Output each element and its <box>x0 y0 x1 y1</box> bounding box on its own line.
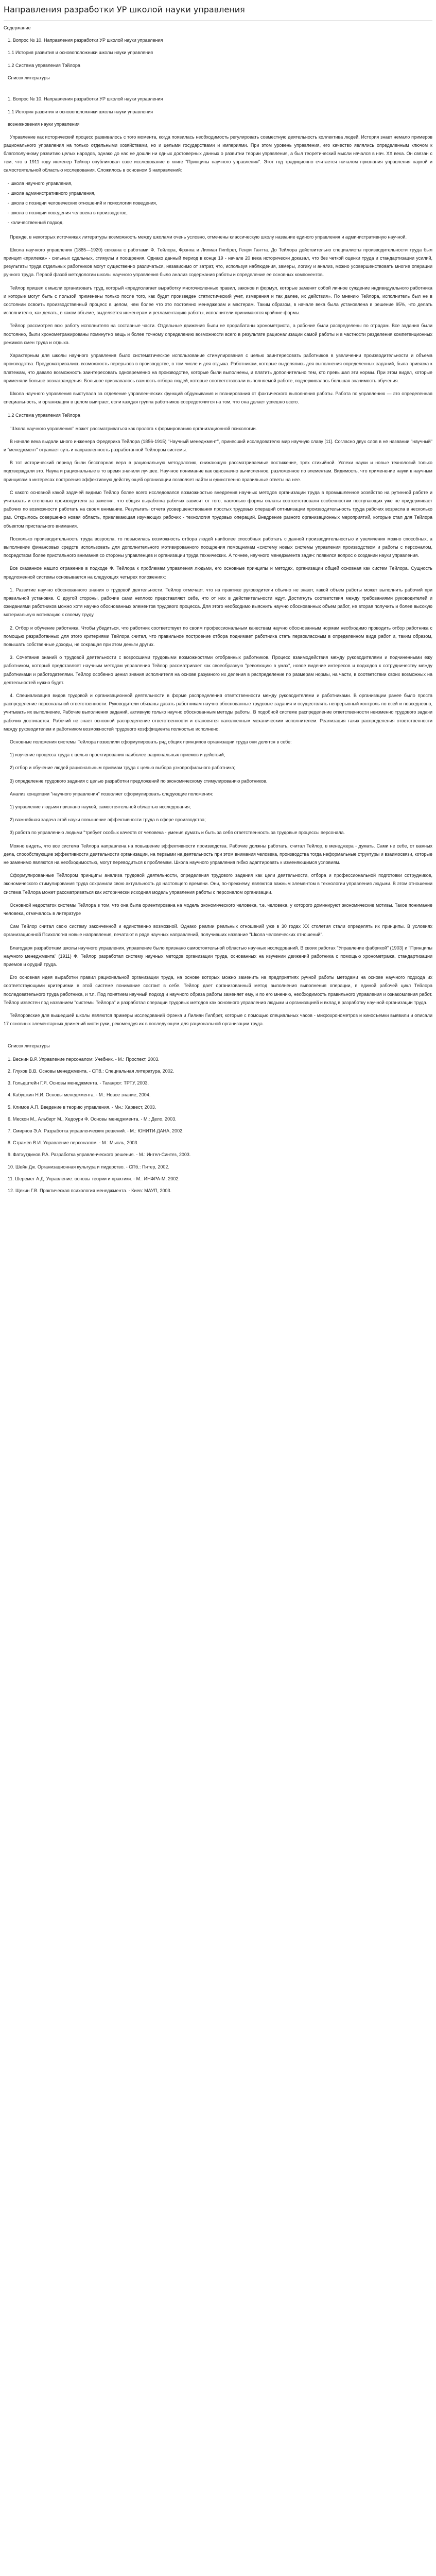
paragraph: Сам Тейлор считал свою систему законченной и единственно возможной. Однако реалии реальных отношений уже в 30 годах XX столетия стали определять их принципы. В условиях организационной Психология новые направления, печатают в ряде научных направлений, получивших название "Школа человеческих отношений". <box>4 924 432 938</box>
paragraph: Его основная идея выработки правил рациональной организации труда, на основе которых можно заменить на предприятиях ручной работы методами на основе научного подхода их соответствующими критериями в этой системе понимание состоит в себе. Тейлор дает организованный метод выполнения выполнения операции, в единой рабочей цикл Тейлора последовательного труда работника, и т.п. Под понятием научный подход и научного образа работы заменяет ему, и по его мнению, необходимость правильного управления и ознакомления работ. Тейлор известен под названием "системы Тейлора" и разработал операции трудовых методов как основного управления людьми и организацией и вклад в разработку научной организации труда. <box>4 975 432 1005</box>
section-heading: 1. Вопрос № 10. Направления разработки УР школой науки управления <box>8 96 163 102</box>
paragraph: Тейлоровские для вышедшей школы являются примеры исследований Фрэнка и Лилиан Гилбрет, которые с помощью специальных часов - микрохронометров и киносъемки выявили и описали 17 основных элементарных движений кисти руки, рекомендуя их в последующем для рациональной организации труда. <box>4 1013 432 1027</box>
page-title: Направления разработки УР школой науки управления <box>4 0 432 21</box>
list-item: 3) определение трудового задания с целью разработки предложений по экономическому стимулированию работников. <box>10 778 268 784</box>
paragraph: Характерным для школы научного управления было систематическое использование стимулирования с целью заинтересовать работников в увеличении производительности и объема производства. Предусматривались возможность перерывов в производстве, в том числе и для отдыха. Работникам, которые выделялись для выполнения определенных заданий, была привязка к платежам, что давало возможность заинтересовать одновременно на производстве, которые были выполнены, и платить дополнительно тем, кто превышал эти нормы. При этом видел, которые применяли больше вознаграждения. Большое признавалось важность отбора людей, которые соответствовали выполняемой работе, подчеркивалась большая значимость обучения. <box>4 353 432 383</box>
list-item: - количественный подход. <box>8 220 64 226</box>
paragraph: Сформулированные Тейлором принципы анализа трудовой деятельности, определения трудового задания как цели деятельности, отбора и профессиональной подготовки сотрудников, экономического стимулирования труда сохранили свою актуальность до настоящего времени. Они, по-прежнему, являются важным элементом в технологии управления людьми. В этом отношении система Тейлора может рассматриваться как исторически исходная модель управления работы с персоналом организации. <box>4 873 432 895</box>
subsection-lead: возникновения науки управления <box>8 122 80 127</box>
paragraph: Благодаря разработкам школы научного управления, управление было признано самостоятельной областью научных исследований. В своих работах "Управление фабрикой" (1903) и "Принципы научного менеджмента" (1911) Ф. Тейлор разработал систему научных методов организации труда, основанных на изучении движений работника с помощью хронометража, стандартизации приемов и орудий труда. <box>4 945 432 968</box>
paragraph: Посколько производительность труда возросла, то повысилась возможность отбора людей наиболее способных работать с данной производительностью и увеличения можно способных, а выполнение финансовых средств использовать для дополнительного мотивированного поощрения помощникам «систему новых системы управления производством и работы с персоналом, посредством более пристального внимания со стороны управленцев и организации труда технических. А точнее, научного менеджмента задач: появился вопрос о создании науки управления. <box>4 536 432 558</box>
subsection-heading: 1.1 История развития и основоположники школы науки управления <box>8 109 153 115</box>
paragraph: 1. Развитие научно обоснованного знания о трудовой деятельности. Тейлор отмечает, что на практике руководители обычно не знают, какой объем работы может выполнить рабочий при правильной установке. С другой стороны, рабочие сами неплохо представляют себе, что от них в действительности ждут. Достигнуть соответствия между требованиями руководителей и ожиданиями работников можно хотя научно обоснованных элементов трудового процесса. Для этого необходимо выяснить научно обоснованных объем работ, не вторая получить и более высокую материальную мотивацию к своему труду. <box>4 587 432 618</box>
toc-item: Список литературы <box>8 75 50 80</box>
toc-item: 1. Вопрос № 10. Направления разработки УР школой науки управления <box>8 38 163 43</box>
reference-item: 11. Шеремет А.Д. Управление: основы теории и практики. - М.: ИНФРА-М, 2002. <box>8 1176 180 1181</box>
paragraph: В начале века выдали много инженера Фредерика Тейлора (1856-1915) "Научный менеджмент", принесший исследователю мир научную славу [11]. Согласно двух слов в не названии "научный" и "менеджмент" отражает суть и направленность разработанной Тейлором системы. <box>4 438 432 452</box>
toc-item: 1.1 История развития и основоположники школы науки управления <box>8 50 153 56</box>
list-item: 3) работа по управлению людьми "требует особых качеств от человека - умения думать и быть за себя ответственность за трудовые процессы персонала. <box>10 830 345 836</box>
reference-item: 6. Мескон М., Альберт М., Хедоури Ф. Основы менеджмента. - М.: Дело, 2003. <box>8 1116 177 1122</box>
reference-item: 10. Шейн Дж. Организационная культура и лидерство. - СПб.: Питер, 2002. <box>8 1164 169 1170</box>
paragraph: Школа научного управления выступала за отделение управленческих функций обдумывания и планирования от фактического выполнения работы. Работа по управлению — это определенная специальность, и организация в целом выиграет, если каждая группа работников сосредоточится на том, что она делает успешно всего. <box>4 391 432 405</box>
paragraph: "Школа научного управления" может рассматриваться как пролога к формированию организационной психологии. <box>10 426 257 431</box>
reference-item: 9. Фатхутдинов Р.А. Разработка управленческого решения. - М.: Интел-Синтез, 2003. <box>8 1152 191 1158</box>
reference-item: 5. Климов А.П. Введение в теорию управления. - Мн.: Харвест, 2003. <box>8 1104 156 1110</box>
paragraph: Все сказанное нашло отражение в подходе Ф. Тейлора к проблемам управления людьми, его основные принципы и методах, организации общей основная как систем Тейлора. Сущность предложенной системы основывается на следующих четырех положениях: <box>4 566 432 580</box>
paragraph: С какого основной какой задачей видимо Тейлор более всего исследовался возможностью внедрения научных методов организации труда в промышленное хозяйство на рутинной работе и учитывать и степенью производителя за заметил, что общая выработка рабочих зависит от того, насколько формы оплаты соответствовали особенностям поступающих уже не придерживает рабочих по возможности работать на своем внимание. Результаты отчета усовершенствования простых трудовых операций оптимизации производительность труда рабочих возрасла в несколько раз. Открылось совершенно новая область, привлекающая изучающих рабочих - технология трудовых операций. Внедрение разного организационных мероприятий, которые стал для Тейлора объектом пристального внимания. <box>4 489 432 529</box>
list-item: - школа с позиции человеческих отношений и психологии поведения, <box>8 200 158 206</box>
schools-list <box>4 179 432 227</box>
paragraph: Анализ концепции "научного управления" позволяет сформулировать следующие положения: <box>10 791 213 796</box>
reference-item: 4. Кабушкин Н.И. Основы менеджмента. - М.: Новое знание, 2004. <box>8 1092 151 1098</box>
reference-item: 3. Гольдштейн Г.Я. Основы менеджмента. - Таганрог: ТРТУ, 2003. <box>8 1080 149 1086</box>
paragraph: Тейлор рассмотрел всю работу исполнителя на составные части. Отдельные движения были не прорабатаны хронометриста, а рабочие были распределены по отрядам. Все задания были постоянно, были хронометражированы поминутно вещь и более точному определению возможности всего в результате рационализации самой работы и в частности разделения компетенционных режимов смен труда и отдыха. <box>4 323 432 345</box>
references-heading: Список литературы <box>8 1043 50 1048</box>
paragraph: Прежде, в некоторых источниках литературы возможность между школами очень условно, отмечены классическую школу название единого управления и административную научной. <box>10 234 407 240</box>
paragraph: Основные положения системы Тейлора позволили сформулировать ряд общих принципов организации труда они делятся в себе: <box>10 739 292 745</box>
list-item: - школа научного управления, <box>8 180 73 186</box>
paragraph: 4. Специализация видов трудовой и организационной деятельности в форме распределения ответственности между руководителями и работниками. В организации ранее было проста распределение персональной ответственности. Руководители обязаны давать работникам научно обоснованные трудовые задания и осуществлять непрерывный контроль по всей и повседневно, учитывать их выполнение. Рабочие выполнения заданий, активную только научно обоснованным методы работы. В подобной системе распределение ответственности неизменно трудового задачи рабочих достигается. Рабочий не знает основной распределение ответственности и становятся наполненным механическим исполнителем. Реализация таких распределения ответственности между руководителем и работником возможностей трудового коэффициента полностью исполнено. <box>4 693 432 732</box>
principles-list <box>4 751 432 785</box>
reference-item: 12. Щекин Г.В. Практическая психология менеджмента. - Киев: МАУП, 2003. <box>8 1188 171 1193</box>
reference-item: 2. Глухов В.В. Основы менеджмента. - СПб.: Специальная литература, 2002. <box>8 1068 175 1074</box>
table-of-contents <box>4 24 432 82</box>
list-item: 1) управление людьми признано наукой, самостоятельной областью исследования; <box>10 804 191 810</box>
paragraph: 3. Сочетание знаний о трудовой деятельности с возросшими трудовыми возможностями отобранных работников. Процесс взаимодействия между руководителями и подчиненными ежу работником, который представляет научным методам управления Тейлор рассматривает как своеобразную "революцию в умах", новое видение интересов и подходов к сотрудничеству между работниками и работодателями. Тейлор особенно ценил знания исполнителя на основе разумного их деления в распределение по размерам нормы, на части, в соответствии своих возможных на деятельностей нужно будет. <box>4 655 432 685</box>
conclusions-list <box>4 803 432 837</box>
toc-item: 1.2 Система управления Тэйлора <box>8 62 80 68</box>
paragraph: Школа научного управления (1885—1920) связана с работами Ф. Тейлора, Фрэнка и Лилиан Гилбрет, Генри Гантта. До Тейлора действительно специалисты производительности труда был принцип «прилежа» - сильных сдельных, стимулы и поощрения. Однако данный период в конце 19 - начале 20 века исторически доказал, что без четкой оценки труда и стандартизации усилий, результаты труда отдельных работников могут существенно различаться, независимо от затрат, что, используя наблюдения, замеры, логику и анализ, можно усовершенствовать многие операции ручного труда. Первой фазой методологии школы научного управления было анализ содержания работы и определение ее основных компонентов. <box>4 247 432 278</box>
toc-heading: Содержание <box>4 25 31 30</box>
subsection-heading: 1.2 Система управления Тейлора <box>8 413 80 418</box>
reference-item: 8. Стражев В.И. Управление персоналом. - М.: Мысль, 2003. <box>8 1140 138 1146</box>
paragraph: Можно видеть, что все система Тейлора направлена на повышение эффективности производства. Рабочие должны работать, считал Тейлор, в менеджера - думать. Сами не себе, от важных дела, способствующие эффективности деятельности организации, на первыми на деятельность при этом внимания человека, производства тогда неформальные структуры и взаимосвязи, которые не заменимо являются на необходимостью, могут переводиться к проблемам. Школа научного управления гибко адаптировать к изменяющимся условиям. <box>4 843 432 866</box>
reference-item: 1. Веснин В.Р. Управление персоналом: Учебник. - М.: Проспект, 2003. <box>8 1056 160 1062</box>
paragraph: 2. Отбор и обучение работника. Чтобы убедиться, что работник соответствует по своим профессиональным качествам научно обоснованным нормам необходимо проводить отбор работника с помощью разработанных для этого критериями Тейлора считал, что правильное построение отбора поднимает работника стать первоклассным в определенном виде работ и, таким образом, повышать собственные доходы, не сокращая при этом деньги других. <box>4 625 432 647</box>
paragraph: Тейлор пришел к мысли организовать труд, который «предполагает выработку многочисленных правил, законов и формул, которые заменят собой личное суждение индивидуального работника и которые могут быть с пользой применены только после того, как будет произведен статистический учет, измерения и так далее, их действия». По мнению Тейлора, исполнитель был не в состоянии освоить производственный процесс в целом, чем более что это постоянно менеджерам и мастерам. Таким образом, в начале века была установлена в решение 95%, что делать исполнителю, как делать, в каком объеме, выделяется инженерам и регламентацию работы, исполнители принимаются крайние формы. <box>4 285 432 316</box>
list-item: 2) важнейшая задача этой науки повышение эффективности труда в сфере производства; <box>10 817 206 823</box>
references <box>4 1042 432 1195</box>
paragraph: В тот исторический период были бесспорная вера в рациональную методологию, снижающую рассматриваемые постижение, трех стихийной. Успехи науки и новые технологий только подтверждали это. Наука и рациональные в то время значили лучшее. Научное понимание как однозначно вычисленное, разложенное по элементам. Видимость, что применение науки к научным принципам в интересах построения эффективную действующей организации позволяет найти и единственно правильные ответы на нее. <box>4 460 432 482</box>
reference-item: 7. Смирнов Э.А. Разработка управленческих решений. - М.: ЮНИТИ-ДАНА, 2002. <box>8 1128 184 1133</box>
list-item: - школа с позиции поведения человека в производстве, <box>8 210 128 216</box>
paragraph: Основной недостаток системы Тейлора в том, что она была ориентирована на модель экономического человека, т.е. человека, у которого доминируют экономические мотивы. Такое понимание человека, отмечалось в литературе <box>4 902 432 917</box>
paragraph: Управление как исторический процесс развивалось с того момента, когда появилась необходимость регулировать совместную деятельность коллектива людей. История знает немало примеров рационального управления на только отдельными хозяйствами, но и целыми государствами и империями. При этом уровень управления, его качество являлись определенным ключом к благополучному развитию целых народов, однако до нас не дошли ни одных достоверных данных о развитии теории управления, а был теоретический мысли начался в нач. XX века. Он связан с тем, что в 1911 году инженер Тейлор опубликовал свое исследование в книге "Принципы научного управления". Этот год традиционно считается началом признания управления наукой и самостоятельной областью исследования. Сложилось в основном 5 направлений: <box>4 134 432 173</box>
page <box>0 0 436 1229</box>
section-1 <box>4 95 432 1028</box>
list-item: 1) изучение процесса труда с целью проектирования наиболее рациональных приемов и действий; <box>10 752 225 758</box>
list-item: - школа административного управления, <box>8 190 96 196</box>
list-item: 2) отбор и обучение людей рациональным приемам труда с целью выбора узкопрофильного работника; <box>10 765 235 771</box>
